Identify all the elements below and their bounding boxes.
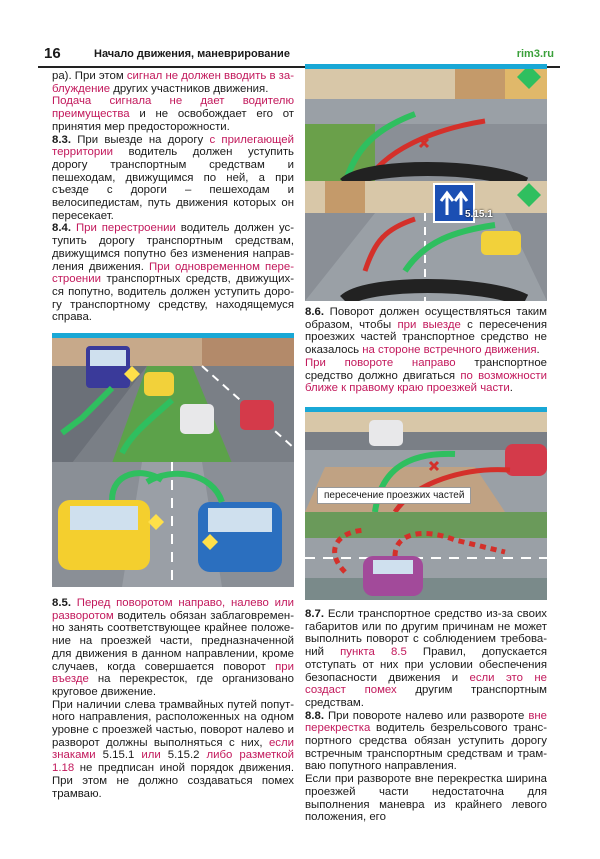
paragraph-8-4 (52, 222, 294, 324)
text-run: Перед поворотом направо, налево или разворотом (52, 597, 294, 622)
text-run: водитель должен уступить дорогу транспортным средствам и пешеходам, движущимся по ней, а при съезде с дороги – пешеходам и велосипедистам, путь движения которых он пересекает. (52, 146, 294, 222)
figure-road-crossing (305, 407, 547, 512)
figure-simultaneous-change (52, 462, 294, 587)
paragraph-8-3 (52, 134, 294, 223)
right-text-top (305, 306, 547, 395)
text-run: сигнал не должен вводить в заблуждение (52, 70, 295, 95)
paragraph-8-8 (305, 710, 547, 774)
text-run: транспортных средств, движущихся попутно, водитель должен уступить дорогу транспортному средству, находящемуся справа. (52, 273, 294, 324)
text-run: с пересечения проезжих частей транспортное средство не оказалось (305, 318, 547, 357)
text-run: если это не создаст помех (305, 671, 548, 697)
text-run: не предписан иной порядок движения. При этом не должно создаваться помех трамваю. (52, 762, 294, 800)
paragraph (305, 357, 547, 395)
right-text-bottom (305, 608, 547, 824)
text-run: по возможности ближе к правому краю проезжей части (305, 369, 547, 395)
text-run: . (509, 382, 513, 395)
text-run: При выезде на дорогу (71, 133, 210, 146)
page-number: 16 (44, 45, 61, 62)
text-run: При одновременном перестроении (52, 260, 294, 286)
paragraph (52, 699, 294, 801)
site-link[interactable]: rim3.ru (516, 48, 554, 60)
text-run: с прилегающей территории (52, 133, 294, 159)
paragraph-8-6 (305, 306, 547, 357)
text-run: Если транспортное средство из-за своих габаритов или по другим причинам не может выполнить поворот с соблюдением требований (305, 608, 547, 659)
text-run: . (536, 344, 540, 357)
text-run: если знаками (52, 736, 294, 762)
text-run: Подача сигнала не дает водителю преимущества (52, 95, 294, 121)
text-run: 8.4. (52, 222, 71, 235)
left-text-bottom (52, 597, 294, 800)
text-run: при выезде (397, 318, 461, 331)
figure-exit-territory (305, 64, 547, 184)
text-run: При повороте направо (305, 356, 456, 369)
sign-number: 5.15.1 (465, 209, 493, 220)
figure-lane-signs (305, 181, 547, 301)
text-run: 5.15.1 (95, 749, 142, 762)
text-run: или (141, 749, 161, 762)
text-run: 8.5. (52, 597, 71, 609)
text-run: при въезде (52, 660, 294, 686)
text-run: пункта 8.5 (340, 646, 407, 659)
text-run: Если при развороте вне перекрестка ширина проезжей части недостаточна для выполнения маневра из крайнего левого положения, его (305, 773, 547, 824)
paragraph (305, 773, 547, 824)
text-run: вне перекрестка (305, 709, 547, 735)
paragraph (52, 70, 294, 95)
figure-lane-change (52, 333, 294, 463)
text-run: на перекресток, где организовано круговое движение. (52, 673, 294, 698)
paragraph-8-5 (52, 597, 294, 699)
text-run: 8.8. (305, 709, 324, 722)
text-run: транспортное средство должно двигаться (305, 356, 547, 382)
text-run: либо разметкой 1.18 (52, 749, 294, 775)
text-run: При повороте налево или развороте (324, 709, 529, 722)
text-run: ра). При этом (52, 70, 127, 82)
left-text-top (52, 70, 294, 324)
text-run: При наличии слева трамвайных путей попутного направления, расположенных на одном уровне с проезжей частью, поворот налево и разворот должны выполняться с них, (52, 698, 294, 749)
text-run: водитель обязан заблаговременно занять соответствующее крайнее положение на проезжей части, предназначенной для движения в данном направлении, кроме случаев, когда совершается поворот (52, 609, 294, 673)
text-run: 8.3. (52, 133, 71, 146)
text-run: 8.6. (305, 306, 324, 318)
paragraph (52, 95, 294, 133)
text-run: Правил, допускается отступать от них при условии обеспечения безопасности движения и (305, 646, 547, 684)
text-run: 8.7. (305, 608, 324, 620)
text-run: При перестроении (75, 222, 176, 235)
figure-wide-turn (305, 512, 547, 600)
crossing-label: пересечение проезжих частей (317, 487, 471, 504)
section-title: Начало движения, маневрирование (94, 48, 290, 60)
text-run: другим транспортным средствам. (305, 684, 547, 709)
text-run: водитель безрельсового транспортного средства обязан уступить дорогу встречным транспортным средствам и трамваю попутного направления. (305, 722, 547, 773)
text-run: 5.15.2 (160, 749, 207, 762)
text-run: и не освобождает его от принятия мер предосторожности. (52, 108, 294, 133)
text-run: других участников движения. (110, 82, 269, 95)
paragraph-8-7 (305, 608, 547, 710)
text-run: водитель должен уступить дорогу транспортным средствам, движущимся попутно без изменения направления движения. (52, 222, 295, 273)
text-run: Поворот должен осуществляться таким образом, чтобы (305, 306, 547, 331)
text-run: на стороне встречного движения (362, 344, 537, 357)
